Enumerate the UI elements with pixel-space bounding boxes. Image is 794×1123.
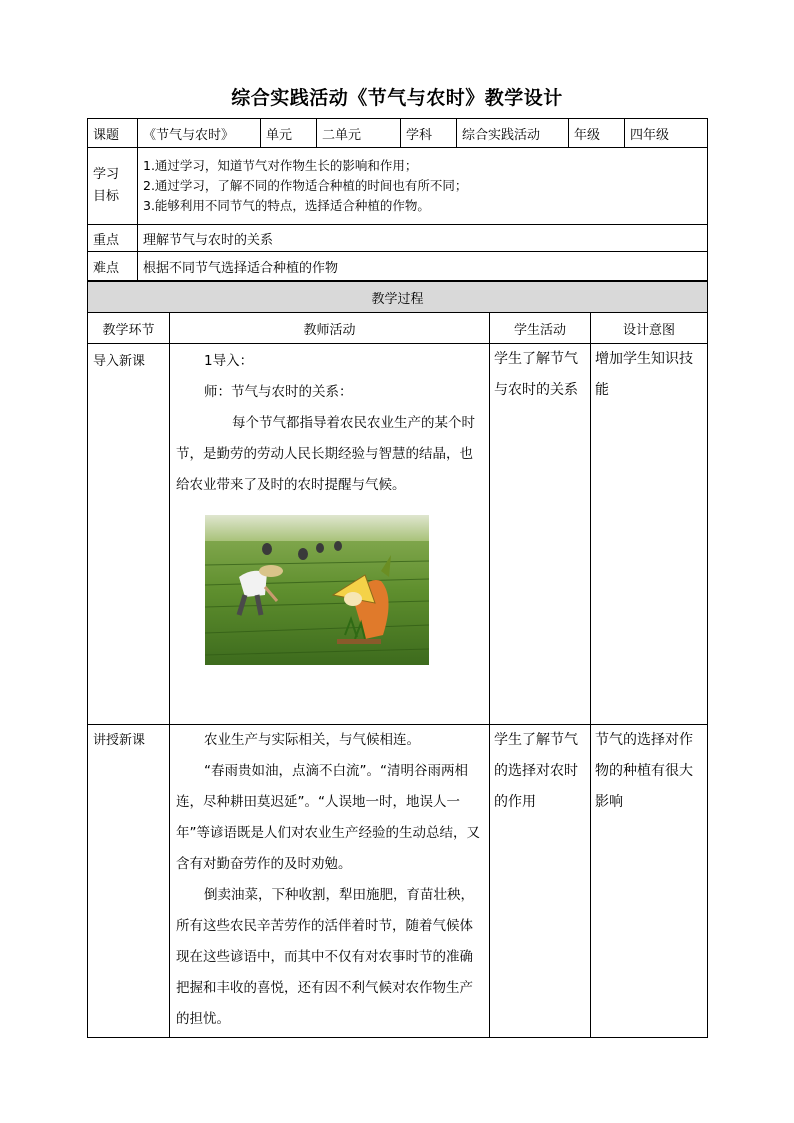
key-point-text: 理解节气与农时的关系 — [138, 225, 708, 252]
teacher-paragraph: 农业生产与实际相关，与气候相连。 — [204, 732, 420, 748]
stage-cell: 讲授新课 — [88, 725, 170, 1038]
design-intent-cell: 节气的选择对作物的种植有很大影响 — [591, 725, 708, 1038]
unit-value: 二单元 — [317, 119, 401, 148]
teacher-activity-cell — [170, 725, 490, 1038]
objective-item: 1.通过学习，知道节气对作物生长的影响和作用； — [143, 158, 418, 173]
table-row — [88, 725, 708, 1038]
unit-label: 单元 — [261, 119, 317, 148]
objectives-content — [138, 148, 708, 225]
objectives-label — [88, 148, 138, 225]
objective-item: 2.通过学习，了解不同的作物适合种植的时间也有所不同； — [143, 178, 468, 193]
subject-value: 综合实践活动 — [457, 119, 569, 148]
column-header-student: 学生活动 — [490, 313, 591, 344]
teacher-paragraph: 1导入： — [204, 353, 254, 369]
objectives-label-line2: 目标 — [93, 189, 120, 204]
course-label: 课题 — [88, 119, 138, 148]
table-row — [88, 344, 708, 725]
teacher-paragraph: “春雨贵如油，点滴不白流”。“清明谷雨两相连，尽种耕田莫迟延”。“人误地一时，地误人一年”等谚语既是人们对农业生产经验的生动总结，又含有对勤奋劳作的及时劝勉。 — [176, 763, 480, 872]
grade-value: 四年级 — [625, 119, 708, 148]
teacher-activity-cell — [170, 344, 490, 725]
teacher-paragraph: 每个节气都指导着农民农业生产的某个时节，是勤劳的劳动人民长期经验与智慧的结晶，也给农业带来了及时的农时提醒与气候。 — [176, 415, 475, 493]
document-title: 综合实践活动《节气与农时》教学设计 — [231, 87, 563, 109]
column-header-intent: 设计意图 — [591, 313, 708, 344]
teacher-paragraph: 师：节气与农时的关系： — [204, 384, 353, 400]
objective-item: 3.能够利用不同节气的特点，选择适合种植的作物。 — [143, 198, 430, 213]
subject-label: 学科 — [401, 119, 457, 148]
grade-label: 年级 — [569, 119, 625, 148]
student-activity-cell: 学生了解节气的选择对农时的作用 — [490, 725, 591, 1038]
difficulty-text: 根据不同节气选择适合种植的作物 — [138, 252, 708, 281]
difficulty-label: 难点 — [88, 252, 138, 281]
teacher-paragraph: 倒卖油菜，下种收割，犁田施肥，育苗壮秧，所有这些农民辛苦劳作的活伴着时节，随着气候体现在这些谚语中，而其中不仅有对农事时节的准确把握和丰收的喜悦，还有因不利气候对农作物生产的担忧。 — [176, 887, 474, 1027]
key-point-label: 重点 — [88, 225, 138, 252]
process-heading: 教学过程 — [88, 282, 708, 313]
rice-planting-photo — [205, 515, 429, 665]
objectives-label-line1: 学习 — [93, 167, 120, 182]
design-intent-cell: 增加学生知识技能 — [591, 344, 708, 725]
column-header-teacher: 教师活动 — [170, 313, 490, 344]
student-activity-cell: 学生了解节气与农时的关系 — [490, 344, 591, 725]
process-table — [87, 281, 708, 1038]
stage-cell: 导入新课 — [88, 344, 170, 725]
info-table — [87, 118, 708, 281]
column-header-stage: 教学环节 — [88, 313, 170, 344]
course-value: 《节气与农时》 — [138, 119, 261, 148]
